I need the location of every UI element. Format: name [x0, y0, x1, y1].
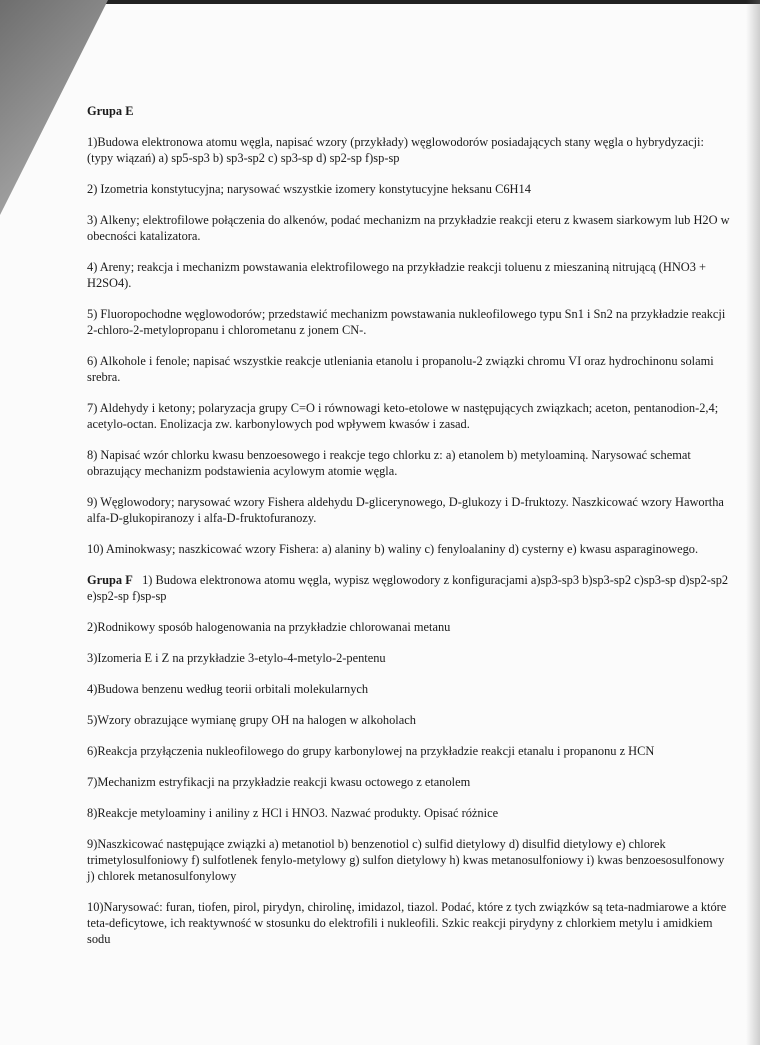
question-f-2: 2)Rodnikowy sposób halogenowania na przykładzie chlorowanai metanu — [87, 620, 451, 634]
question-e-8: 8) Napisać wzór chlorku kwasu benzoesowego i reakcje tego chlorku z: a) etanolem b) metyloaminą. Narysować schemat obrazujący mechanizm podstawienia acylowym atomie węgla. — [87, 448, 691, 478]
question-f-8: 8)Reakcje metyloaminy i aniliny z HCl i HNO3. Nazwać produkty. Opisać różnice — [87, 806, 499, 820]
question-f-7: 7)Mechanizm estryfikacji na przykładzie reakcji kwasu octowego z etanolem — [87, 775, 471, 789]
question-f-5: 5)Wzory obrazujące wymianę grupy OH na halogen w alkoholach — [87, 713, 416, 727]
question-f-4: 4)Budowa benzenu według teorii orbitali molekularnych — [87, 682, 369, 696]
question-f-3: 3)Izomeria E i Z na przykładzie 3-etylo-4-metylo-2-pentenu — [87, 651, 386, 665]
question-f-10: 10)Narysować: furan, tiofen, pirol, pirydyn, chirolinę, imidazol, tiazol. Podać, które z tych związków są teta-nadmiarowe a które teta-deficytowe, ich reaktywność w stosunku do elektrofili i nukleofili. Szkic reakcji pirydyny z chlorkiem metylu i amidkiem sodu — [87, 900, 727, 946]
group-f-title: Grupa F — [87, 573, 133, 587]
question-e-5: 5) Fluoropochodne węglowodorów; przedstawić mechanizm powstawania nukleofilowego typu Sn1 i Sn2 na przykładzie reakcji 2-chloro-2-metylopropanu i chlorometanu z jonem CN-. — [87, 307, 726, 337]
scan-right-shadow — [746, 0, 760, 1045]
question-e-4: 4) Areny; reakcja i mechanizm powstawania elektrofilowego na przykładzie reakcji toluenu z mieszaniną nitrującą (HNO3 + H2SO4). — [87, 260, 707, 290]
question-e-9: 9) Węglowodory; narysować wzory Fishera aldehydu D-glicerynowego, D-glukozy i D-fruktozy. Naszkicować wzory Hawortha alfa-D-glukopiranozy i alfa-D-fruktofuranozy. — [87, 495, 724, 525]
question-e-6: 6) Alkohole i fenole; napisać wszystkie reakcje utleniania etanolu i propanolu-2 związki chromu VI oraz hydrochinonu solami srebra. — [87, 354, 714, 384]
question-e-10: 10) Aminokwasy; naszkicować wzory Fishera: a) alaniny b) waliny c) fenyloalaniny d) cysterny e) kwasu asparaginowego. — [87, 542, 699, 556]
question-e-2: 2) Izometria konstytucyjna; narysować wszystkie izomery konstytucyjne heksanu C6H14 — [87, 182, 531, 196]
document-body — [87, 103, 732, 962]
group-f-first-line — [87, 572, 732, 604]
question-f-1: 1) Budowa elektronowa atomu węgla, wypisz węglowodory z konfiguracjami a)sp3-sp3 b)sp3-sp2 c)sp3-sp d)sp2-sp2 e)sp2-sp f)sp-sp — [87, 573, 729, 603]
question-e-3: 3) Alkeny; elektrofilowe połączenia do alkenów, podać mechanizm na przykładzie reakcji eteru z kwasem siarkowym lub H2O w obecności katalizatora. — [87, 213, 730, 243]
question-f-6: 6)Reakcja przyłączenia nukleofilowego do grupy karbonylowej na przykładzie reakcji etanalu i propanonu z HCN — [87, 744, 655, 758]
question-f-9: 9)Naszkicować następujące związki a) metanotiol b) benzenotiol c) sulfid dietylowy d) disulfid dietylowy e) chlorek trimetylosulfoniowy f) sulfotlenek fenylo-metylowy g) sulfon dietylowy h) kwas metanosulfoniowy i) kwas benzoesosulfonowy j) chlorek metanosulfonylowy — [87, 837, 725, 883]
question-e-7: 7) Aldehydy i ketony; polaryzacja grupy C=O i równowagi keto-etolowe w następujących związkach; aceton, pentanodion-2,4; acetylo-octan. Enolizacja zw. karbonylowych pod wpływem kwasów i zasad. — [87, 401, 719, 431]
question-e-1: 1)Budowa elektronowa atomu węgla, napisać wzory (przykłady) węglowodorów posiadających stany węgla o hybrydyzacji: (typy wiązań) a) sp5-sp3 b) sp3-sp2 c) sp3-sp d) sp2-sp f)sp-sp — [87, 135, 704, 165]
group-e-title: Grupa E — [87, 104, 134, 118]
scan-top-edge — [0, 0, 760, 4]
